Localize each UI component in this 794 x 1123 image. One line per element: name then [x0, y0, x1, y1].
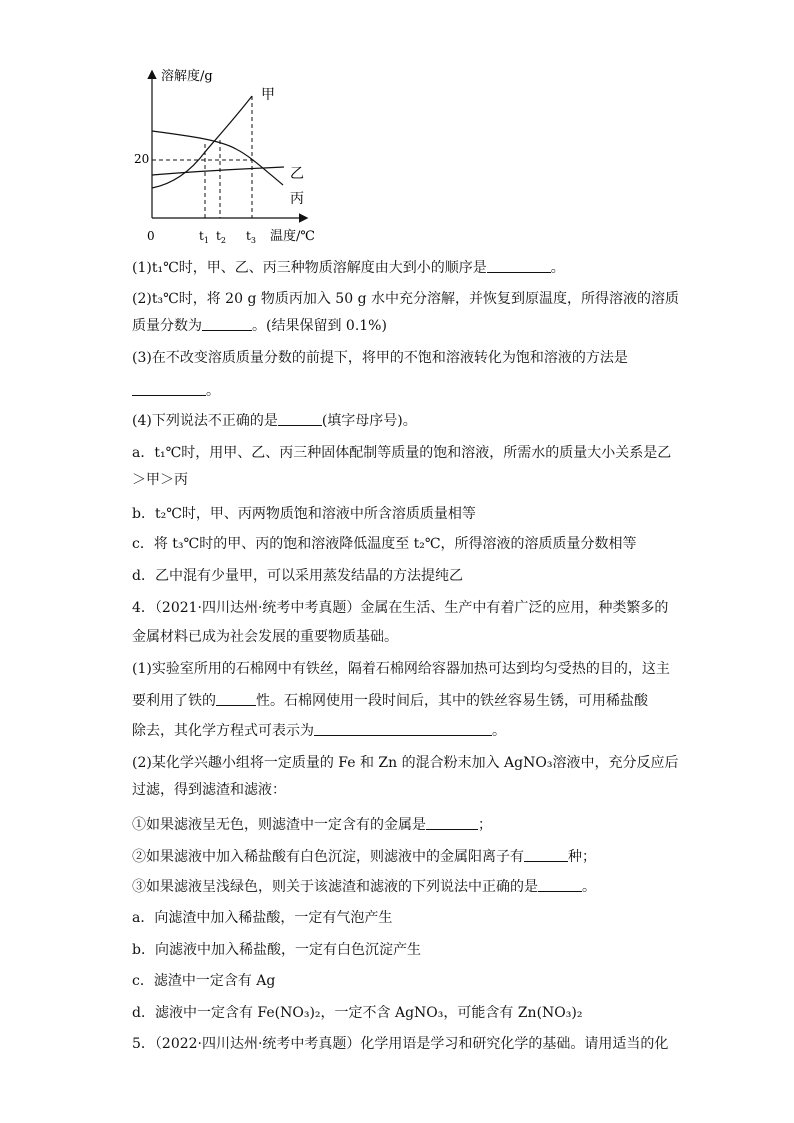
line-text-after-blank: 种；	[568, 849, 596, 865]
series-bing-curve	[152, 131, 283, 185]
text-line	[132, 566, 463, 586]
line-text-after-blank: 。	[492, 723, 506, 739]
line-text: 要利用了铁的	[132, 693, 216, 709]
solubility-chart	[0, 0, 794, 260]
line-text: 金属材料已成为社会发展的重要物质基础。	[132, 629, 398, 645]
answer-blank[interactable]	[132, 381, 206, 396]
x-tick-t3: $t_3$	[246, 229, 256, 245]
line-text: b．t₂℃时，甲、丙两物质饱和溶液中所含溶质质量相等	[132, 506, 476, 522]
series-label-bing: 丙	[290, 191, 304, 207]
answer-blank[interactable]	[487, 258, 551, 273]
text-line	[132, 940, 421, 960]
answer-blank[interactable]	[538, 877, 582, 892]
line-text: (3)在不改变溶质质量分数的前提下，将甲的不饱和溶液转化为饱和溶液的方法是	[132, 350, 628, 366]
line-text-after-blank: 。(结果保留到 0.1%)	[252, 318, 387, 334]
x-tick-t2: $t_2$	[216, 229, 226, 245]
answer-blank[interactable]	[524, 847, 568, 862]
text-line	[132, 504, 476, 524]
text-line	[132, 721, 506, 741]
line-text: 5．（2022·四川达州·统考中考真题）化学用语是学习和研究化学的基础。请用适当的化	[132, 1036, 669, 1052]
text-line	[132, 289, 679, 309]
line-text: c．将 t₃℃时的甲、丙的饱和溶液降低温度至 t₂℃，所得溶液的溶质质量分数相等	[132, 536, 637, 552]
text-line	[132, 534, 637, 554]
text-line	[132, 316, 387, 336]
series-label-jia: 甲	[261, 87, 275, 103]
line-text: 4．（2021·四川达州·统考中考真题）金属在生活、生产中有着广泛的应用，种类繁多的	[132, 600, 669, 616]
line-text-after-blank: ；	[478, 817, 492, 833]
text-line	[132, 659, 670, 679]
line-text: ③如果滤液呈浅绿色，则关于该滤渣和滤液的下列说法中正确的是	[132, 879, 538, 895]
line-text: 质量分数为	[132, 318, 202, 334]
text-line	[132, 470, 188, 490]
text-line	[132, 691, 648, 711]
line-text: d．乙中混有少量甲，可以采用蒸发结晶的方法提纯乙	[132, 568, 463, 584]
text-line	[132, 1003, 582, 1023]
text-line	[132, 1034, 668, 1054]
text-line	[132, 847, 596, 867]
line-text: a．t₁℃时，用甲、乙、丙三种固体配制等质量的饱和溶液，所需水的质量大小关系是乙	[132, 445, 672, 461]
text-line	[132, 908, 392, 928]
line-text: c．滤渣中一定含有 Ag	[132, 973, 276, 989]
line-text: ①如果滤液呈无色，则滤渣中一定含有的金属是	[132, 817, 426, 833]
text-line	[132, 627, 398, 647]
line-text: (1)实验室所用的石棉网中有铁丝，隔着石棉网给容器加热可达到均匀受热的目的，这主	[132, 661, 670, 677]
line-text: 过滤，得到滤渣和滤液：	[132, 782, 286, 798]
line-text: ②如果滤液中加入稀盐酸有白色沉淀，则滤液中的金属阳离子有	[132, 849, 524, 865]
text-line	[132, 877, 596, 897]
x-axis-label: 温度/℃	[270, 229, 315, 244]
line-text-after-blank: 。	[582, 879, 596, 895]
text-line	[132, 443, 671, 463]
line-text: (1)t₁℃时，甲、乙、丙三种物质溶解度由大到小的顺序是	[132, 260, 487, 276]
origin-label: 0	[147, 229, 155, 243]
line-text: d．滤液中一定含有 Fe(NO₃)₂，一定不含 AgNO₃，可能含有 Zn(NO₃)₂	[132, 1005, 583, 1021]
line-text-after-blank: 。	[550, 260, 565, 276]
text-line	[132, 348, 628, 368]
answer-blank[interactable]	[314, 721, 492, 736]
line-text: (2)某化学兴趣小组将一定质量的 Fe 和 Zn 的混合粉末加入 AgNO₃溶液中，充分反应后	[132, 755, 679, 771]
text-line	[132, 258, 565, 278]
y-axis-label: 溶解度/g	[161, 69, 213, 84]
text-line	[132, 753, 678, 773]
line-text-after-blank: (填字母序号)。	[321, 413, 417, 429]
answer-blank[interactable]	[216, 691, 256, 706]
text-line	[132, 411, 417, 431]
series-label-yi: 乙	[290, 166, 304, 182]
line-text: ＞甲＞丙	[132, 472, 188, 488]
line-text: b．向滤液中加入稀盐酸，一定有白色沉淀产生	[132, 942, 421, 958]
y-tick-label: 20	[134, 152, 150, 166]
line-text-after-blank: 。	[206, 383, 220, 399]
series-yi-curve	[152, 167, 284, 175]
text-line	[132, 381, 220, 401]
line-text: (2)t₃℃时，将 20 g 物质丙加入 50 g 水中充分溶解，并恢复到原温度，所得溶液的溶质	[132, 291, 679, 307]
text-line	[132, 598, 668, 618]
answer-blank[interactable]	[426, 815, 478, 830]
line-text: 除去，其化学方程式可表示为	[132, 723, 314, 739]
text-line	[132, 815, 492, 835]
line-text: (4)下列说法不正确的是	[132, 413, 278, 429]
answer-blank[interactable]	[202, 316, 252, 331]
text-line	[132, 971, 275, 991]
answer-blank[interactable]	[278, 411, 322, 426]
text-line	[132, 780, 286, 800]
x-tick-t1: $t_1$	[199, 229, 209, 245]
line-text-after-blank: 性。石棉网使用一段时间后，其中的铁丝容易生锈，可用稀盐酸	[256, 693, 648, 709]
line-text: a．向滤渣中加入稀盐酸，一定有气泡产生	[132, 910, 393, 926]
